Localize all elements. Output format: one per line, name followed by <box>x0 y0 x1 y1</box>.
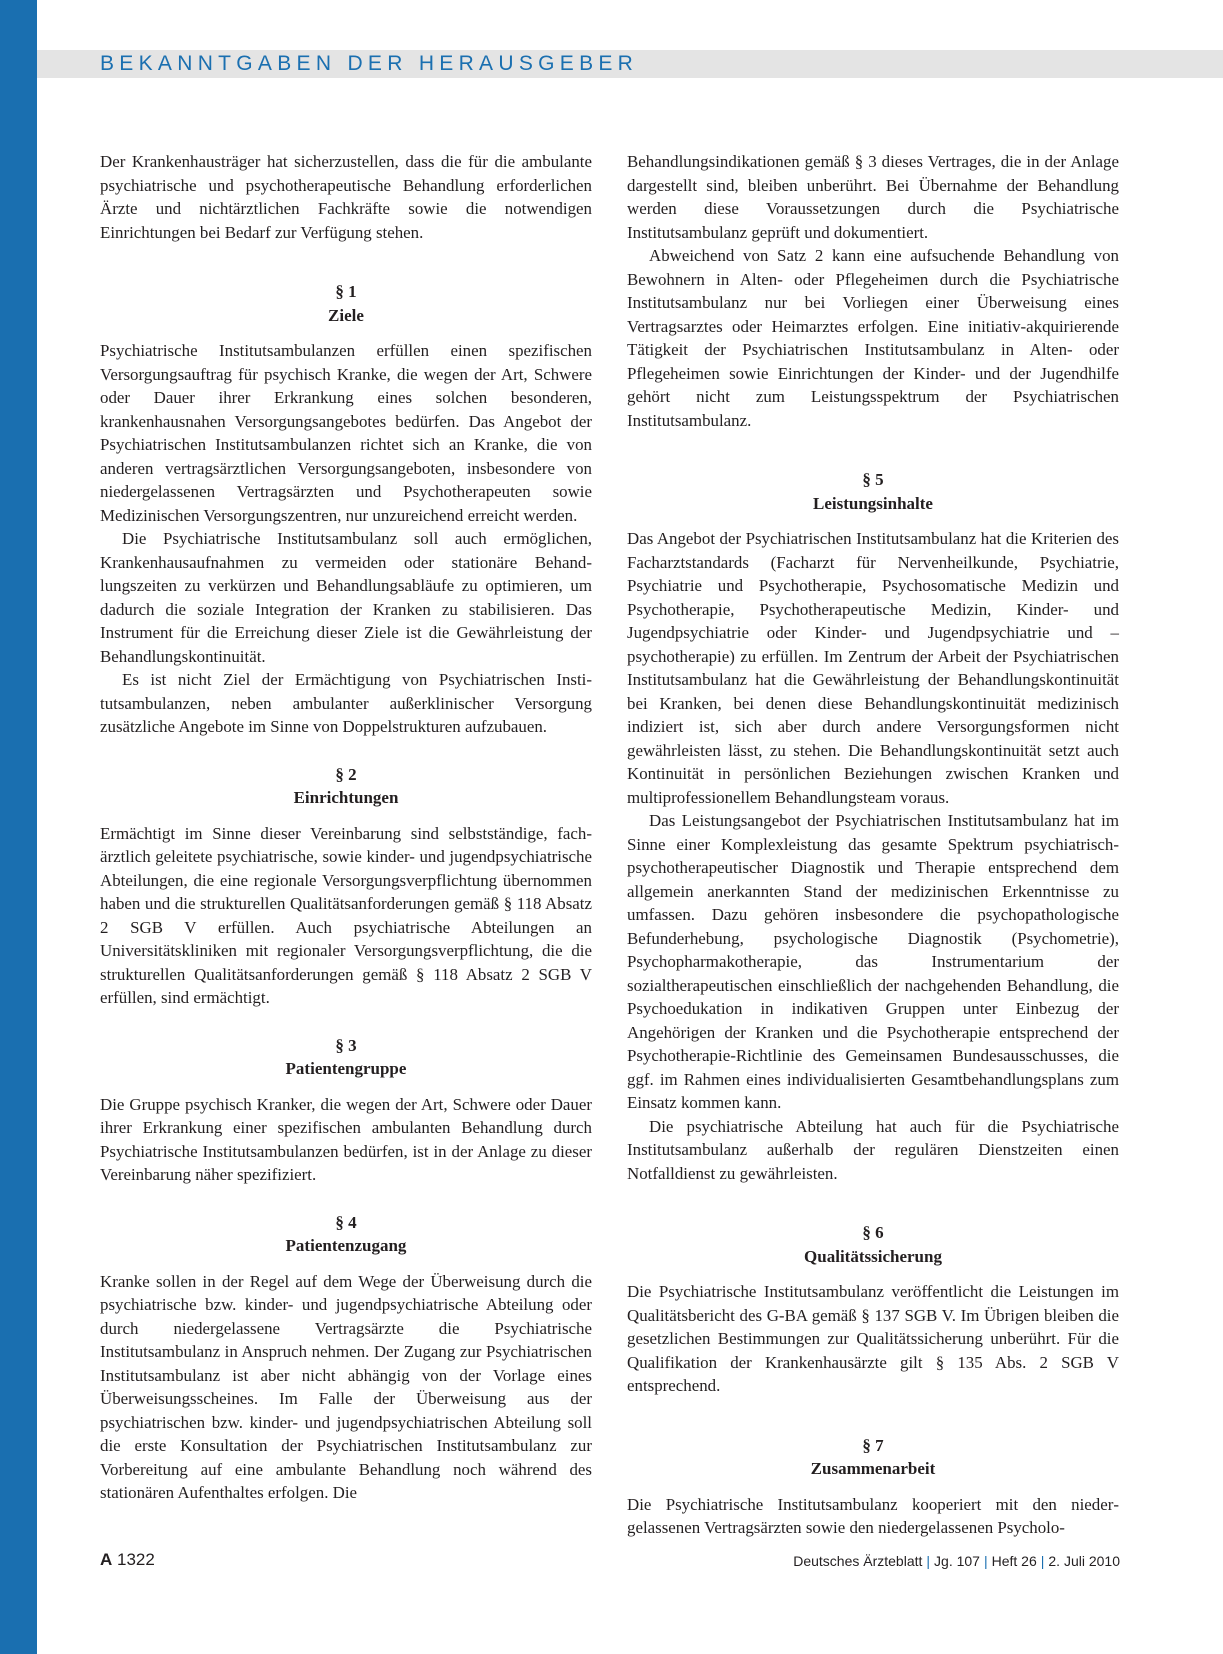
section-2-number: § 2 <box>335 764 357 784</box>
section-5-title: Leistungsinhalte <box>813 493 933 513</box>
section-6-title: Qualitätssicherung <box>804 1246 942 1266</box>
section-5-paragraph-2: Das Leistungsangebot der Psychiatrischen Institutsambulanz hat im Sinne einer Komplexleistung das gesamte Spektrum psychiatrisch-psychotherapeutischer Diagnostik und Therapie entsprechend dem allgemein anerkannten Stand der medizinischen Erkenntnisse zu umfassen. Dazu gehören insbesondere die psychopathologische Befunderhebung, psychologische Diagnostik (Psychometrie), Psychopharmakotherapie, das Instrumentarium der sozialtherapeutischen einschließlich der nachgehenden Behandlung, die Psychoedukation in indikativen Gruppen unter Einbezug der Angehörigen der Kranken und die Psychotherapie entsprechend der Psychotherapie-Richtlinie des Gemeinsamen Bundesausschusses, die ggf. im Rahmen eines individualisierten Gesamtbehandlungsplans zum Einsatz kommen kann. <box>627 811 1119 1112</box>
section-1-title: Ziele <box>328 305 364 325</box>
section-3-number: § 3 <box>335 1035 357 1055</box>
section-3-title: Patientengruppe <box>285 1059 407 1078</box>
section-7-paragraph-1: Die Psychiatrische Institutsambulanz kooperiert mit den niedergelassenen Vertragsärzten sowie den niedergelassenen Psycholo- <box>627 1494 1119 1537</box>
journal-name: Deutsches Ärzteblatt <box>793 1553 923 1569</box>
page-number <box>100 1550 155 1570</box>
separator: | <box>1040 1553 1045 1569</box>
section-header-title: BEKANNTGABEN DER HERAUSGEBER <box>100 52 639 75</box>
section-2-paragraph-1: Ermächtigt im Sinne dieser Vereinbarung sind selbstständige, fachärztlich geleitete psychiatrische, sowie kinder- und jugendpsychiatrische Abteilungen, die eine regionale Versorgungsverpflichtung übernommen haben und die strukturellen Qualitätsanforderungen gemäß § 118 Absatz 2 SGB V erfüllen. Auch psychiatrische Abteilungen an Universitätskliniken mit regionaler Versorgungsverpflichtung, die die strukturellen Qualitätsanforderungen gemäß § 118 Absatz 2 SGB V erfüllen, sind ermächtigt. <box>100 823 592 1007</box>
section-5-paragraph-1: Das Angebot der Psychiatrischen Institutsambulanz hat die Kriterien des Facharztstandards (Facharzt für Nervenheilkunde, Psychiatrie, Psychiatrie und Psychotherapie, Psychosomatische Medizin und Psychotherapie, Psychotherapeutische Medizin, Kinder- und Jugendpsychiatrie oder Kinder- und Jugendpsychiatrie und –psychotherapie) zu erfüllen. Im Zentrum der Arbeit der Psychiatrischen Institutsambulanz hat die Gewährleistung der Behandlungskontinuität bei Kranken, bei denen diese Behandlungskontinuität medizinisch indiziert ist, sich aber durch andere Versorgungsformen nicht gewährleisten lässt, zu stehen. Die Behandlungskontinuität setzt auch Kontinuität in persönlichen Beziehungen zwischen Kranken und multiprofessionellem Behandlungsteam voraus. <box>627 529 1119 807</box>
journal-date: 2. Juli 2010 <box>1048 1553 1120 1569</box>
section-3-paragraph-1: Die Gruppe psychisch Kranker, die wegen der Art, Schwere oder Dauer ihrer Erkrankung einer spezifischen ambulanten Behandlung durch Psychiatrische Institutsambulanzen bedürfen, ist in der Anlage zu dieser Vereinbarung näher spezifiziert. <box>100 1094 592 1184</box>
right-column <box>627 150 1119 1540</box>
journal-volume: Jg. 107 <box>934 1553 980 1569</box>
section-1-paragraph-1: Psychiatrische Institutsambulanzen erfüllen einen spezifischen Versorgungsauftrag für psychisch Kranke, die wegen der Art, Schwere oder Dauer ihrer Erkrankung eines solchen besonderen, krankenhausnahen Versorgungsangebotes bedürfen. Das Angebot der Psychiatrischen Institutsambulanzen richtet sich an Kranke, die von anderen vertragsärztlichen Versorgungsangeboten, insbesondere von niedergelassenen Vertragsärzten und Psychotherapeuten sowie Medizinischen Versorgungszentren, nur unzureichend erreicht werden. <box>100 341 592 525</box>
left-color-band <box>0 0 37 1654</box>
page-prefix: A <box>100 1550 113 1569</box>
section-1-number: § 1 <box>335 282 357 301</box>
section-4-paragraph-1: Kranke sollen in der Regel auf dem Wege der Überweisung durch die psychiatrische bzw. kinder- und jugendpsychiatrische Abteilung oder durch niedergelassene Vertragsärzte die Psychiatrische Institutsambulanz in Anspruch nehmen. Der Zugang zur Psychiatrischen Institutsambulanz ist aber nicht abhängig von der Vorlage eines Überweisungsscheines. Im Falle der Überweisung aus der psychiatrischen bzw. kinder- und jugendpsychiatrischen Abteilung soll die erste Konsultation der Psychiatrischen Institutsambulanz zur Vorbereitung auf eine ambulante Behandlung noch während des stationären Aufenthaltes erfolgen. Die <box>100 1271 592 1502</box>
journal-issue: Heft 26 <box>991 1553 1037 1569</box>
section-6-paragraph-1: Die Psychiatrische Institutsambulanz veröffentlicht die Leistungen im Qualitätsbericht des G-BA gemäß § 137 SGB V. Im Übrigen bleiben die gesetzlichen Bestimmungen zur Qualitätssicherung unberührt. Für die Qualifikation der Krankenhausärzte gilt § 135 Abs. 2 SGB V entsprechend. <box>627 1282 1119 1395</box>
section-6-number: § 6 <box>862 1223 884 1242</box>
section-1-paragraph-2: Die Psychiatrische Institutsambulanz soll auch ermöglichen, Krankenhausaufnahmen zu vermeiden oder stationäre Behandlungszeiten zu verkürzen und Behandlungsabläufe zu optimieren, um dadurch die soziale Integration der Kranken zu stabilisieren. Das Instrument für die Erreichung dieser Ziele ist die Gewährleistung der Behandlungskontinuität. <box>100 529 592 666</box>
section-4-title: Patientenzugang <box>285 1236 407 1255</box>
section-4-number: § 4 <box>335 1212 357 1232</box>
section-4-continued-paragraph-2: Abweichend von Satz 2 kann eine aufsuchende Behandlung von Bewohnern in Alten- oder Pflegeheimen durch die Psychiatrische Institutsambulanz nur bei Vorliegen einer Überweisung eines Vertragsarztes oder Heimarztes erfolgen. Eine initiativ-akquirierende Tätigkeit der Psychiatrischen Institutsambulanz in Alten- oder Pflegeheimen sowie Einrichtungen der Kinder- und der Jugendhilfe gehört nicht zum Leistungsspektrum der Psychiatrischen Institutsambulanz. <box>627 246 1119 430</box>
separator: | <box>983 1553 988 1569</box>
left-column <box>100 150 592 1505</box>
separator: | <box>926 1553 931 1569</box>
section-7-number: § 7 <box>862 1435 884 1455</box>
page-number-value: 1322 <box>117 1550 155 1569</box>
section-2-title: Einrichtungen <box>293 788 399 807</box>
section-7-title: Zusammenarbeit <box>810 1459 936 1478</box>
intro-paragraph: Der Krankenhausträger hat sicherzustellen, dass die für die ambulante psychiatrische und psychotherapeutische Behandlung erforderlichen Ärzte und nichtärztlichen Fachkräfte sowie die notwendigen Einrichtungen bei Bedarf zur Verfügung stehen. <box>100 152 592 242</box>
section-5-paragraph-3: Die psychiatrische Abteilung hat auch für die Psychiatrische Institutsambulanz außerhalb der regulären Dienstzeiten einen Notfalldienst zu gewährleisten. <box>627 1116 1119 1183</box>
section-5-number: § 5 <box>862 470 884 489</box>
section-4-continued-paragraph-1: Behandlungsindikationen gemäß § 3 dieses Vertrages, die in der Anlage dargestellt sind, bleiben unberührt. Bei Übernahme der Behandlung werden diese Voraussetzungen durch die Psychiatrische Institutsambulanz geprüft und dokumentiert. <box>627 152 1119 242</box>
section-1-paragraph-3: Es ist nicht Ziel der Ermächtigung von Psychiatrischen Institutsambulanzen, neben ambulanter außerklinischer Versorgung zusätzliche Angebote im Sinne von Doppelstrukturen aufzubauen. <box>100 670 592 736</box>
journal-citation <box>793 1553 1120 1569</box>
